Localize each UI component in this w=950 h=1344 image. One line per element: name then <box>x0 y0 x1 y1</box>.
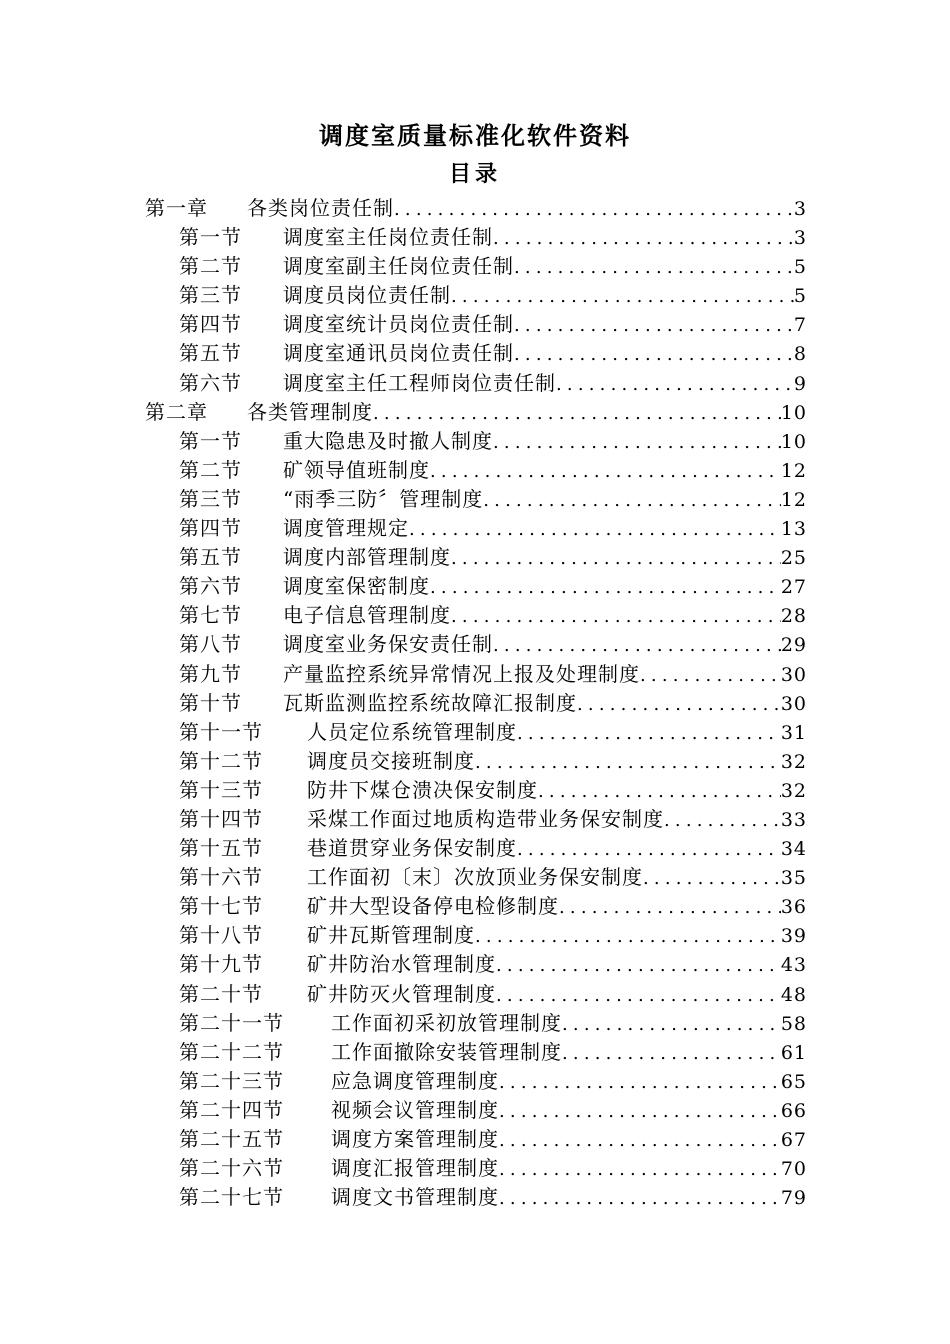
toc-entry-label <box>179 689 577 718</box>
toc-entry-title: 瓦斯监测监控系统故障汇报制度 <box>283 690 577 715</box>
toc-entry-label <box>179 921 475 950</box>
toc-entry-title: 调度方案管理制度 <box>331 1127 499 1151</box>
toc-entry-number: 第六节 <box>179 370 242 395</box>
toc-dot-leader <box>562 1010 781 1038</box>
toc-section-entry[interactable] <box>0 892 950 921</box>
toc-entry-title: 调度内部管理制度 <box>283 545 451 570</box>
toc-dot-leader <box>499 1184 781 1212</box>
toc-page-number: 33 <box>780 808 807 831</box>
toc-section-entry[interactable] <box>0 601 950 630</box>
toc-entry-title: 各类管理制度 <box>247 399 373 424</box>
toc-entry-label <box>179 660 640 689</box>
toc-entry-label <box>179 950 496 979</box>
toc-section-entry[interactable] <box>0 1125 950 1154</box>
toc-entry-title: 调度室业务保安责任制 <box>283 632 493 657</box>
toc-entry-number: 第十九节 <box>179 952 263 977</box>
toc-dot-leader <box>475 748 781 776</box>
toc-entry-label <box>179 456 430 485</box>
toc-page-number: 30 <box>780 692 807 715</box>
toc-section-entry[interactable] <box>0 1009 950 1038</box>
toc-entry-label <box>179 601 451 630</box>
toc-entry-title: 人员定位系统管理制度 <box>307 719 517 744</box>
toc-entry-title: 调度汇报管理制度 <box>331 1156 499 1181</box>
toc-page-number: 7 <box>793 314 807 337</box>
toc-entry-number: 第二节 <box>179 457 242 482</box>
toc-dot-leader <box>556 370 794 398</box>
toc-entry-label <box>179 339 514 368</box>
toc-page-number: 27 <box>780 576 807 599</box>
toc-page-number: 29 <box>780 634 807 657</box>
toc-dot-leader <box>562 1039 781 1067</box>
toc-entry-number: 第十六节 <box>179 865 263 890</box>
toc-entry-title: 工作面初采初放管理制度 <box>331 1010 562 1035</box>
toc-entry-title: 矿井瓦斯管理制度 <box>307 923 475 948</box>
toc-page-number: 5 <box>793 256 807 279</box>
toc-dot-leader <box>640 661 781 689</box>
toc-entry-number: 第四节 <box>179 516 242 541</box>
toc-page-number: 79 <box>780 1187 807 1210</box>
toc-section-entry[interactable] <box>0 427 950 456</box>
toc-section-entry[interactable] <box>0 630 950 659</box>
toc-dot-leader <box>493 631 781 659</box>
toc-entry-title: 调度室统计员岗位责任制 <box>283 312 514 337</box>
toc-entry-number: 第一节 <box>179 428 242 453</box>
toc-page-number: 28 <box>780 605 807 628</box>
toc-entry-number: 第八节 <box>179 632 242 657</box>
toc-dot-leader <box>517 719 781 747</box>
toc-section-entry[interactable] <box>0 834 950 863</box>
toc-entry-label <box>179 427 493 456</box>
toc-entry-title: 巷道贯穿业务保安制度 <box>307 836 517 861</box>
toc-entry-label <box>179 543 451 572</box>
toc-entry-title: 调度管理规定 <box>283 516 409 541</box>
toc-entry-label <box>179 1183 499 1212</box>
toc-section-entry[interactable] <box>0 718 950 747</box>
toc-entry-label <box>179 1067 499 1096</box>
toc-page-number: 43 <box>780 954 807 977</box>
toc-entry-label <box>179 718 517 747</box>
toc-entry-number: 第十三节 <box>179 777 263 802</box>
toc-entry-label <box>179 747 475 776</box>
toc-entry-label <box>179 1154 499 1183</box>
toc-entry-number: 第十节 <box>179 690 242 715</box>
toc-entry-number: 第二十七节 <box>179 1185 284 1210</box>
toc-entry-label <box>179 572 430 601</box>
toc-dot-leader <box>430 457 781 485</box>
toc-entry-label <box>179 892 559 921</box>
toc-section-entry[interactable] <box>0 660 950 689</box>
toc-page-number: 36 <box>780 896 807 919</box>
toc-page-number: 12 <box>780 488 807 511</box>
toc-page-number: 30 <box>780 663 807 686</box>
toc-section-entry[interactable] <box>0 980 950 1009</box>
toc-entry-label <box>145 398 373 427</box>
toc-entry-label <box>179 514 409 543</box>
toc-dot-leader <box>409 515 781 543</box>
toc-entry-title: 工作面撤除安装管理制度 <box>331 1039 562 1064</box>
toc-section-entry[interactable] <box>0 950 950 979</box>
toc-entry-number: 第一节 <box>179 225 242 250</box>
toc-entry-label <box>179 1125 499 1154</box>
toc-page-number: 34 <box>780 838 807 861</box>
toc-page-number: 70 <box>780 1158 807 1181</box>
toc-entry-number: 第二十四节 <box>179 1097 284 1122</box>
toc-entry-number: 第十一节 <box>179 719 263 744</box>
toc-entry-label <box>179 485 483 514</box>
toc-dot-leader <box>451 544 781 572</box>
toc-entry-number: 第十五节 <box>179 836 263 861</box>
toc-dot-leader <box>483 486 781 514</box>
toc-page-number: 3 <box>793 227 807 250</box>
toc-section-entry[interactable] <box>0 1096 950 1125</box>
toc-entry-title: 工作面初〔末〕次放顶业务保安制度 <box>307 865 643 890</box>
toc-entry-title: 各类岗位责任制 <box>247 196 394 220</box>
toc-entry-number: 第二十五节 <box>179 1127 284 1151</box>
toc-dot-leader <box>451 602 781 630</box>
toc-entry-title: 调度室副主任岗位责任制 <box>283 254 514 279</box>
toc-entry-label <box>179 805 664 834</box>
toc-entry-number: 第五节 <box>179 545 242 570</box>
toc-entry-number: 第二十六节 <box>179 1156 284 1181</box>
toc-section-entry[interactable] <box>0 863 950 892</box>
toc-entry-label <box>179 834 517 863</box>
toc-dot-leader <box>373 399 781 427</box>
toc-dot-leader <box>493 428 781 456</box>
toc-section-entry[interactable] <box>0 281 950 310</box>
toc-entry-label <box>179 310 514 339</box>
toc-dot-leader <box>394 195 794 223</box>
toc-section-entry[interactable] <box>0 252 950 281</box>
toc-page-number: 25 <box>780 547 807 570</box>
toc-page-number: 61 <box>780 1041 807 1064</box>
toc-dot-leader <box>499 1068 781 1096</box>
toc-entry-title: 重大隐患及时撤人制度 <box>283 428 493 453</box>
toc-entry-title: 调度室保密制度 <box>283 574 430 599</box>
toc-dot-leader <box>514 311 794 339</box>
toc-dot-leader <box>514 253 794 281</box>
toc-entry-label <box>179 863 643 892</box>
toc-page-number: 32 <box>780 750 807 773</box>
toc-entry-number: 第四节 <box>179 312 242 337</box>
toc-entry-number: 第十七节 <box>179 894 263 919</box>
toc-entry-number: 第十四节 <box>179 806 263 831</box>
toc-section-entry[interactable] <box>0 1038 950 1067</box>
toc-entry-number: 第二十二节 <box>179 1039 284 1064</box>
toc-entry-label <box>179 1096 499 1125</box>
toc-page-number: 9 <box>793 372 807 395</box>
toc-entry-title: 矿井防灭火管理制度 <box>307 981 496 1006</box>
toc-section-entry[interactable] <box>0 776 950 805</box>
toc-section-entry[interactable] <box>0 514 950 543</box>
toc-dot-leader <box>496 981 781 1009</box>
toc-entry-title: 产量监控系统异常情况上报及处理制度 <box>283 661 640 686</box>
toc-entry-title: 采煤工作面过地质构造带业务保安制度 <box>307 806 664 831</box>
toc-section-entry[interactable] <box>0 310 950 339</box>
toc-entry-title: 调度员岗位责任制 <box>283 283 451 308</box>
toc-dot-leader <box>538 777 781 805</box>
toc-entry-label <box>179 281 451 310</box>
toc-entry-title: 调度文书管理制度 <box>331 1185 499 1210</box>
toc-dot-leader <box>514 340 794 368</box>
toc-page-number: 35 <box>780 867 807 890</box>
toc-entry-label <box>179 223 493 252</box>
toc-entry-number: 第二章 <box>145 399 208 424</box>
toc-page-number: 66 <box>780 1099 807 1122</box>
document-title: 调度室质量标准化软件资料 <box>319 122 631 150</box>
toc-entry-number: 第二十节 <box>179 981 263 1006</box>
toc-entry-label <box>179 1009 562 1038</box>
toc-section-entry[interactable] <box>0 921 950 950</box>
toc-page-number: 48 <box>780 983 807 1006</box>
toc-section-entry[interactable] <box>0 1183 950 1212</box>
table-of-contents <box>0 194 950 1212</box>
toc-entry-title: “雨季三防〞管理制度 <box>283 486 484 511</box>
toc-section-entry[interactable] <box>0 1067 950 1096</box>
toc-dot-leader <box>496 951 781 979</box>
toc-entry-title: 调度室主任岗位责任制 <box>283 225 493 250</box>
toc-entry-title: 防井下煤仓溃决保安制度 <box>307 777 538 802</box>
toc-entry-label <box>145 194 394 223</box>
toc-dot-leader <box>430 573 781 601</box>
toc-entry-number: 第二十一节 <box>179 1010 284 1035</box>
toc-dot-leader <box>499 1155 781 1183</box>
toc-entry-number: 第十八节 <box>179 923 263 948</box>
toc-page-number: 32 <box>780 779 807 802</box>
toc-section-entry[interactable] <box>0 1154 950 1183</box>
toc-entry-title: 矿井防治水管理制度 <box>307 952 496 977</box>
toc-page-number: 5 <box>793 285 807 308</box>
toc-dot-leader <box>499 1097 781 1125</box>
toc-entry-number: 第五节 <box>179 341 242 366</box>
toc-entry-title: 调度员交接班制度 <box>307 748 475 773</box>
toc-entry-label <box>179 776 538 805</box>
toc-entry-label <box>179 252 514 281</box>
toc-entry-label <box>179 369 556 398</box>
toc-page-number: 10 <box>780 430 807 453</box>
toc-page-number: 67 <box>780 1129 807 1151</box>
toc-entry-number: 第三节 <box>179 283 242 308</box>
toc-dot-leader <box>559 893 781 921</box>
toc-page-number: 31 <box>780 721 807 744</box>
toc-section-entry[interactable] <box>0 572 950 601</box>
toc-entry-title: 矿井大型设备停电检修制度 <box>307 894 559 919</box>
toc-section-entry[interactable] <box>0 456 950 485</box>
toc-page-number: 58 <box>780 1012 807 1035</box>
toc-section-entry[interactable] <box>0 805 950 834</box>
toc-dot-leader <box>577 690 781 718</box>
toc-page-number: 8 <box>793 343 807 366</box>
toc-page-number: 39 <box>780 925 807 948</box>
toc-section-entry[interactable] <box>0 369 950 398</box>
toc-entry-number: 第六节 <box>179 574 242 599</box>
toc-section-entry[interactable] <box>0 339 950 368</box>
toc-entry-title: 视频会议管理制度 <box>331 1097 499 1122</box>
toc-page-number: 3 <box>793 198 807 220</box>
toc-entry-title: 矿领导值班制度 <box>283 457 430 482</box>
toc-page-number: 65 <box>780 1070 807 1093</box>
toc-section-entry[interactable] <box>0 543 950 572</box>
toc-chapter-entry[interactable] <box>0 398 950 427</box>
toc-entry-title: 调度室主任工程师岗位责任制 <box>283 370 556 395</box>
toc-page-number: 10 <box>780 401 807 424</box>
toc-entry-title: 调度室通讯员岗位责任制 <box>283 341 514 366</box>
toc-section-entry[interactable] <box>0 485 950 514</box>
toc-entry-label <box>179 630 493 659</box>
toc-dot-leader <box>451 282 794 310</box>
toc-entry-number: 第一章 <box>145 196 208 220</box>
toc-entry-label <box>179 1038 562 1067</box>
toc-entry-number: 第七节 <box>179 603 242 628</box>
toc-dot-leader <box>499 1126 781 1154</box>
toc-page-number: 13 <box>780 518 807 541</box>
toc-section-entry[interactable] <box>0 689 950 718</box>
toc-dot-leader <box>517 835 781 863</box>
toc-entry-title: 应急调度管理制度 <box>331 1068 499 1093</box>
toc-entry-number: 第十二节 <box>179 748 263 773</box>
toc-entry-number: 第二节 <box>179 254 242 279</box>
toc-dot-leader <box>643 864 781 892</box>
toc-dot-leader <box>493 224 794 252</box>
toc-entry-title: 电子信息管理制度 <box>283 603 451 628</box>
toc-chapter-entry[interactable] <box>0 194 950 223</box>
toc-section-entry[interactable] <box>0 223 950 252</box>
toc-entry-number: 第九节 <box>179 661 242 686</box>
toc-entry-label <box>179 980 496 1009</box>
toc-section-entry[interactable] <box>0 747 950 776</box>
toc-dot-leader <box>475 922 781 950</box>
toc-entry-number: 第二十三节 <box>179 1068 284 1093</box>
toc-entry-number: 第三节 <box>179 486 242 511</box>
toc-heading: 目录 <box>448 162 501 187</box>
toc-page-number: 12 <box>780 459 807 482</box>
toc-dot-leader <box>664 806 781 834</box>
